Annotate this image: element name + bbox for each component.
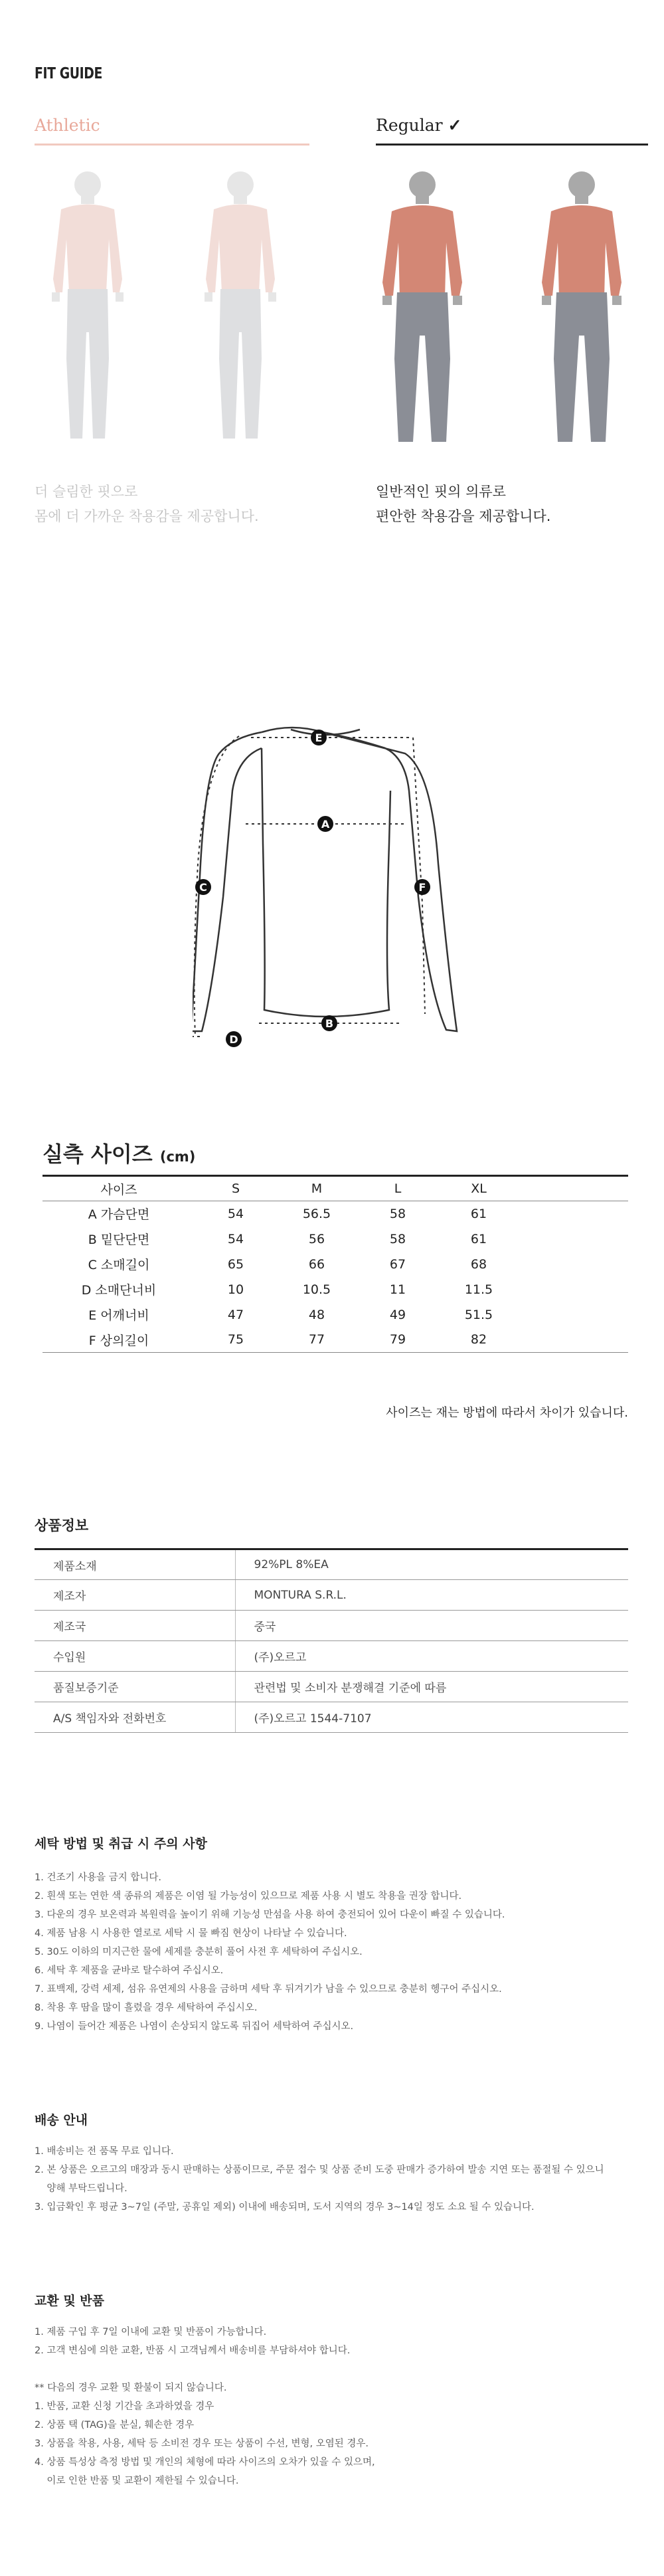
tab-regular-label: Regular (376, 116, 443, 135)
info-key: A/S 책임자와 전화번호 (35, 1702, 235, 1733)
table-cell: 56 (308, 1231, 325, 1246)
info-row (35, 1611, 628, 1641)
table-cell: 10.5 (302, 1282, 331, 1297)
measure-lines (193, 736, 425, 1037)
table-cell: F 상의길이 (42, 1328, 195, 1353)
regular-figure-back (542, 171, 622, 442)
list-item: 6. 세탁 후 제품을 균바로 탈수하여 주십시오. (35, 1965, 224, 1976)
athletic-figure-front (52, 171, 124, 439)
fit-guide-title: FIT GUIDE (35, 65, 103, 82)
info-key: 제품소재 (35, 1549, 235, 1580)
list-item: 1. 건조기 사용을 금지 합니다. (35, 1872, 161, 1883)
list-item: 1. 반품, 교환 신청 기간을 초과하였을 경우 (35, 2401, 214, 2412)
marker-c (195, 879, 211, 895)
tab-regular-underline (376, 144, 648, 146)
info-value: 중국 (235, 1611, 628, 1641)
list-item: 3. 상품을 착용, 사용, 세탁 등 소비전 경우 또는 상품이 수선, 변형, 오염된 경우. (35, 2438, 369, 2449)
check-icon: ✓ (448, 116, 462, 135)
table-cell: 67 (389, 1256, 406, 1272)
marker-f (414, 879, 430, 895)
tab-athletic[interactable] (35, 116, 100, 135)
list-item: 4. 상품 특성상 측정 방법 및 개인의 체형에 따라 사이즈의 오차가 있을 수 있으며, (35, 2457, 375, 2468)
size-table (42, 1175, 628, 1353)
measurement-diagram (193, 711, 471, 1083)
table-cell: 56.5 (302, 1206, 331, 1221)
table-cell: 75 (195, 1328, 276, 1353)
table-row (42, 1252, 628, 1277)
table-cell: 48 (308, 1307, 325, 1322)
table-cell: 77 (276, 1328, 357, 1353)
shipping-title: 배송 안내 (35, 2113, 88, 2128)
product-info-table (35, 1548, 628, 1733)
list-item: 1. 제품 구입 후 7일 이내에 교환 및 반품이 가능합니다. (35, 2327, 267, 2337)
list-item: 4. 제품 남용 시 사용한 열로로 세탁 시 물 빠짐 현상이 나타날 수 있습니다. (35, 1928, 347, 1939)
tab-athletic-underline (35, 144, 309, 146)
table-row (42, 1227, 628, 1252)
info-key: 수입원 (35, 1641, 235, 1672)
col-header: L (357, 1176, 438, 1201)
table-row (42, 1201, 628, 1227)
athletic-desc-line: 몸에 더 가까운 착용감을 제공합니다. (35, 508, 259, 524)
table-cell: 47 (227, 1307, 244, 1322)
info-row (35, 1549, 628, 1580)
list-item: 9. 나염이 들어간 제품은 나염이 손상되지 않도록 뒤집어 세탁하여 주십시오. (35, 2021, 354, 2032)
info-row (35, 1672, 628, 1702)
shirt-outline (193, 728, 457, 1031)
table-cell: 54 (227, 1206, 244, 1221)
marker-f-label: F (418, 881, 426, 894)
regular-desc-line: 편안한 착용감을 제공합니다. (376, 508, 551, 524)
list-item: 8. 착용 후 땀을 많이 흘렸을 경우 세탁하여 주십시오. (35, 2003, 258, 2013)
marker-e (311, 730, 327, 745)
table-cell: 11 (389, 1282, 406, 1297)
table-cell: 58 (389, 1206, 406, 1221)
table-cell: 61 (470, 1206, 487, 1221)
table-cell: B 밑단단면 (88, 1233, 150, 1247)
info-row (35, 1641, 628, 1672)
table-cell: 51.5 (464, 1307, 493, 1322)
info-value: 92%PL 8%EA (235, 1549, 628, 1580)
care-list (35, 1868, 505, 2036)
info-key: 제조국 (35, 1611, 235, 1641)
list-item: 2. 고객 변심에 의한 교환, 반품 시 고객님께서 배송비를 부담하셔야 합니다. (35, 2345, 351, 2356)
product-info-title: 상품정보 (35, 1518, 89, 1534)
athletic-figure-back (205, 171, 276, 439)
table-cell: D 소매단너비 (81, 1283, 157, 1298)
marker-c-label: C (199, 881, 207, 894)
care-title: 세탁 방법 및 취급 시 주의 사항 (35, 1836, 207, 1851)
marker-a-label: A (321, 818, 330, 831)
table-row (42, 1302, 628, 1328)
table-cell: 49 (389, 1307, 406, 1322)
list-item: 양해 부탁드립니다. (35, 2183, 127, 2194)
table-cell: C 소매길이 (88, 1258, 150, 1272)
info-key: 제조자 (35, 1580, 235, 1611)
size-note: 사이즈는 재는 방법에 따라서 차이가 있습니다. (386, 1406, 628, 1420)
info-row (35, 1702, 628, 1733)
marker-a (317, 816, 333, 832)
table-cell: 79 (357, 1328, 438, 1353)
info-value: (주)오르고 (235, 1641, 628, 1672)
tab-regular[interactable] (376, 116, 461, 135)
info-value: 관련법 및 소비자 분쟁해결 기준에 따름 (235, 1672, 628, 1702)
regular-description (376, 480, 550, 529)
info-key: 품질보증기준 (35, 1672, 235, 1702)
list-item (35, 2360, 375, 2379)
info-value: (주)오르고 1544-7107 (235, 1702, 628, 1733)
marker-b-label: B (325, 1017, 334, 1030)
col-header: M (276, 1176, 357, 1201)
list-item: 2. 흰색 또는 연한 색 종류의 제품은 이염 될 가능성이 있으므로 제품 사용 시 별도 착용을 권장 합니다. (35, 1891, 462, 1902)
size-table-header (42, 1176, 628, 1201)
list-item: 3. 다운의 경우 보온력과 복원력을 높이기 위해 기능성 만섬을 사용 하여 충전되어 있어 다운이 빠질 수 있습니다. (35, 1910, 505, 1920)
col-header: XL (438, 1176, 519, 1201)
size-title-unit: (cm) (159, 1149, 196, 1165)
table-cell: 61 (470, 1231, 487, 1246)
table-cell: E 어깨너비 (88, 1308, 149, 1323)
list-item: 1. 배송비는 전 품목 무료 입니다. (35, 2146, 174, 2157)
table-cell: 68 (470, 1256, 487, 1272)
list-item: 7. 표백제, 강력 세제, 섬유 유연제의 사용을 금하며 세탁 후 뒤겨기가 남을 수 있으므로 충분히 헹구어 주십시오. (35, 1984, 502, 1995)
table-cell: 11.5 (464, 1282, 493, 1297)
marker-b (321, 1015, 337, 1031)
marker-d-label: D (229, 1033, 238, 1046)
tab-athletic-label: Athletic (35, 116, 100, 135)
list-item: 2. 본 상품은 오르고의 매장과 동시 판매하는 상품이므로, 주문 접수 및 상품 준비 도중 판매가 증가하여 발송 지연 또는 품절될 수 있으니 (35, 2165, 604, 2175)
list-item: 이로 인한 반품 및 교환이 제한될 수 있습니다. (35, 2476, 239, 2486)
athletic-desc-line: 더 슬림한 핏으로 (35, 484, 138, 500)
marker-e-label: E (315, 732, 323, 744)
table-cell: A 가슴단면 (88, 1207, 150, 1223)
info-row (35, 1580, 628, 1611)
table-cell: 54 (227, 1231, 244, 1246)
table-cell: 82 (438, 1328, 519, 1353)
athletic-description (35, 480, 259, 529)
table-row (42, 1277, 628, 1302)
table-row (42, 1328, 628, 1353)
athletic-figures (35, 159, 313, 452)
regular-desc-line: 일반적인 핏의 의류로 (376, 484, 506, 500)
measure-markers (195, 730, 430, 1047)
exchange-list (35, 2323, 375, 2490)
shipping-list (35, 2142, 604, 2217)
size-table-title (42, 1138, 195, 1168)
list-item: 3. 입금확인 후 평균 3~7일 (주말, 공휴일 제외) 이내에 배송되며, 도서 지역의 경우 3~14일 정도 소요 될 수 있습니다. (35, 2202, 535, 2213)
exchange-title: 교환 및 반품 (35, 2294, 104, 2308)
table-cell: 58 (389, 1231, 406, 1246)
col-header: 사이즈 (42, 1176, 195, 1201)
list-item: 5. 30도 이하의 미지근한 물에 세제를 충분히 풀어 사전 후 세탁하여 주십시오. (35, 1947, 363, 1957)
table-cell: 66 (308, 1256, 325, 1272)
list-item: ** 다음의 경우 교환 및 환불이 되지 않습니다. (35, 2383, 227, 2393)
marker-d (226, 1031, 242, 1047)
table-cell: 65 (227, 1256, 244, 1272)
size-title-text: 실측 사이즈 (42, 1141, 153, 1167)
regular-figures (376, 159, 655, 452)
list-item: 2. 상품 택 (TAG)을 분실, 훼손한 경우 (35, 2420, 195, 2430)
table-cell: 10 (227, 1282, 244, 1297)
info-value: MONTURA S.R.L. (235, 1580, 628, 1611)
col-header: S (195, 1176, 276, 1201)
col-spacer (519, 1176, 628, 1201)
regular-figure-front (382, 171, 462, 442)
